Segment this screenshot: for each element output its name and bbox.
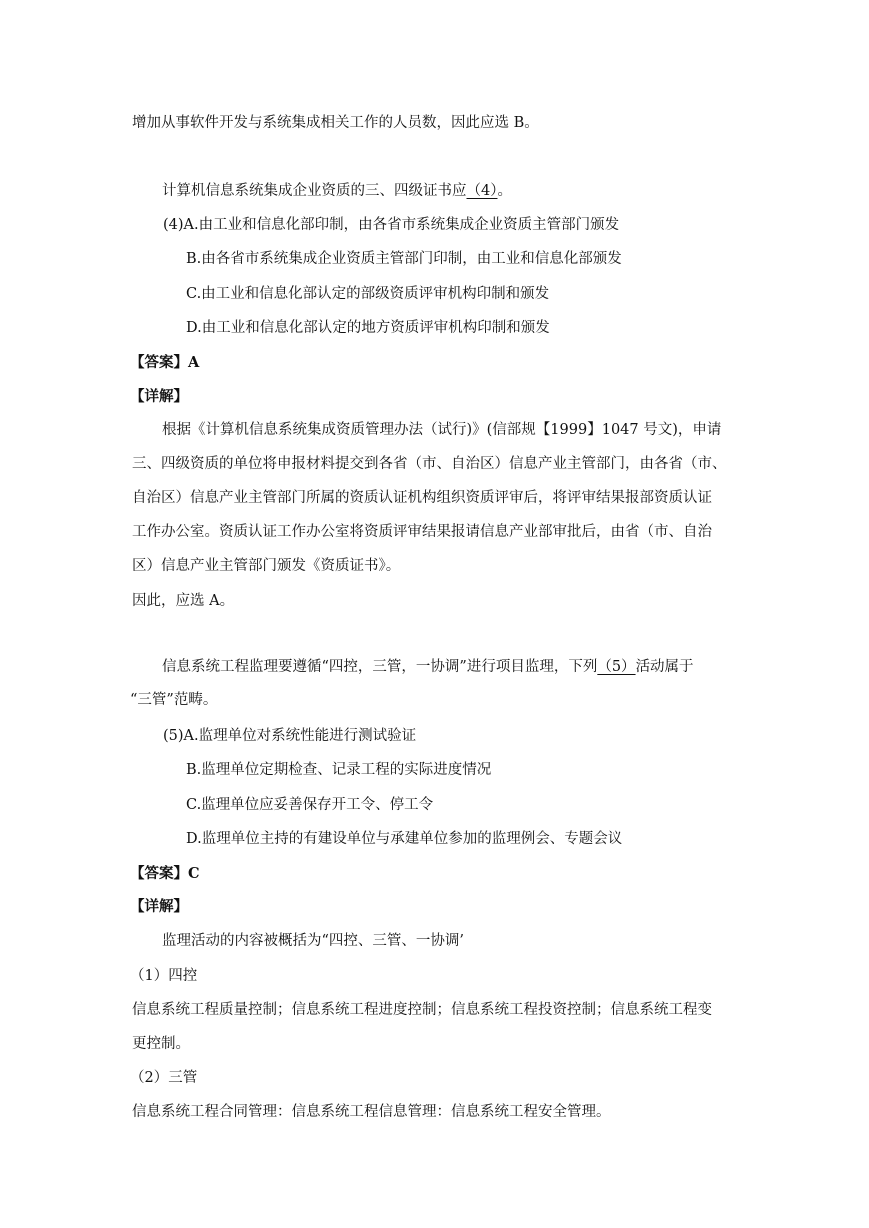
q4-explanation-line: 三、四级资质的单位将申报材料提交到各省（市、自治区）信息产业主管部门，由各省（市、 [132,456,727,472]
q5-four-controls-line: 信息系统工程质量控制；信息系统工程进度控制；信息系统工程投资控制；信息系统工程变 [132,1002,712,1018]
q5-stem-text: 信息系统工程监理要遵循“四控，三管，一协调”进行项目监理，下列 [162,659,598,675]
q5-option-d: D.监理单位主持的有建设单位与承建单位参加的监理例会、专题会议 [186,831,623,847]
q4-option-a: (4)A.由工业和信息化部印制，由各省市系统集成企业资质主管部门颁发 [163,217,620,233]
q5-option-b: B.监理单位定期检查、记录工程的实际进度情况 [186,762,492,778]
q4-stem [162,181,512,201]
q4-conclusion: 因此，应选 A。 [132,593,235,609]
q5-stem-line2: “三管”范畴。 [130,692,218,708]
q4-option-b: B.由各省市系统集成企业资质主管部门印制，由工业和信息化部颁发 [186,251,622,267]
q4-explanation-line: 根据《计算机信息系统集成资质管理办法（试行)》(信部规【1999】1047 号文)，申请 [162,422,722,438]
q4-detail-heading: 【详解】 [130,388,188,405]
q5-subheading-four-controls: （1）四控 [130,968,198,984]
q5-answer: 【答案】C [130,865,200,882]
q5-four-controls-line: 更控制。 [132,1036,190,1052]
q5-subheading-three-managements: （2）三管 [130,1070,198,1086]
intro-paragraph: 增加从事软件开发与系统集成相关工作的人员数，因此应选 B。 [132,115,539,131]
q4-option-d: D.由工业和信息化部认定的地方资质评审机构印制和颁发 [186,320,550,336]
q5-explanation-intro: 监理活动的内容被概括为“四控、三管、一协调’ [162,933,465,949]
q5-stem [162,657,694,677]
q5-three-managements-text: 信息系统工程合同管理：信息系统工程信息管理：信息系统工程安全管理。 [132,1104,611,1120]
q5-stem-end: 活动属于 [635,659,694,675]
q4-stem-end: 。 [497,183,512,199]
q4-blank: （4） [466,183,498,199]
q5-option-a: (5)A.监理单位对系统性能进行测试验证 [163,728,417,744]
q5-detail-heading: 【详解】 [130,898,188,915]
q4-explanation-line: 工作办公室。资质认证工作办公室将资质评审结果报请信息产业部审批后，由省（市、自治 [132,524,712,540]
q4-option-c: C.由工业和信息化部认定的部级资质评审机构印制和颁发 [186,286,550,302]
q4-answer: 【答案】A [130,354,200,371]
q4-explanation-line: 自治区）信息产业主管部门所属的资质认证机构组织资质评审后，将评审结果报部资质认证 [132,490,712,506]
q4-explanation-line: 区）信息产业主管部门颁发《资质证书》。 [132,558,401,574]
q5-blank: （5） [597,659,636,675]
q4-stem-text: 计算机信息系统集成企业资质的三、四级证书应 [162,183,467,199]
q5-option-c: C.监理单位应妥善保存开工令、停工令 [186,797,434,813]
